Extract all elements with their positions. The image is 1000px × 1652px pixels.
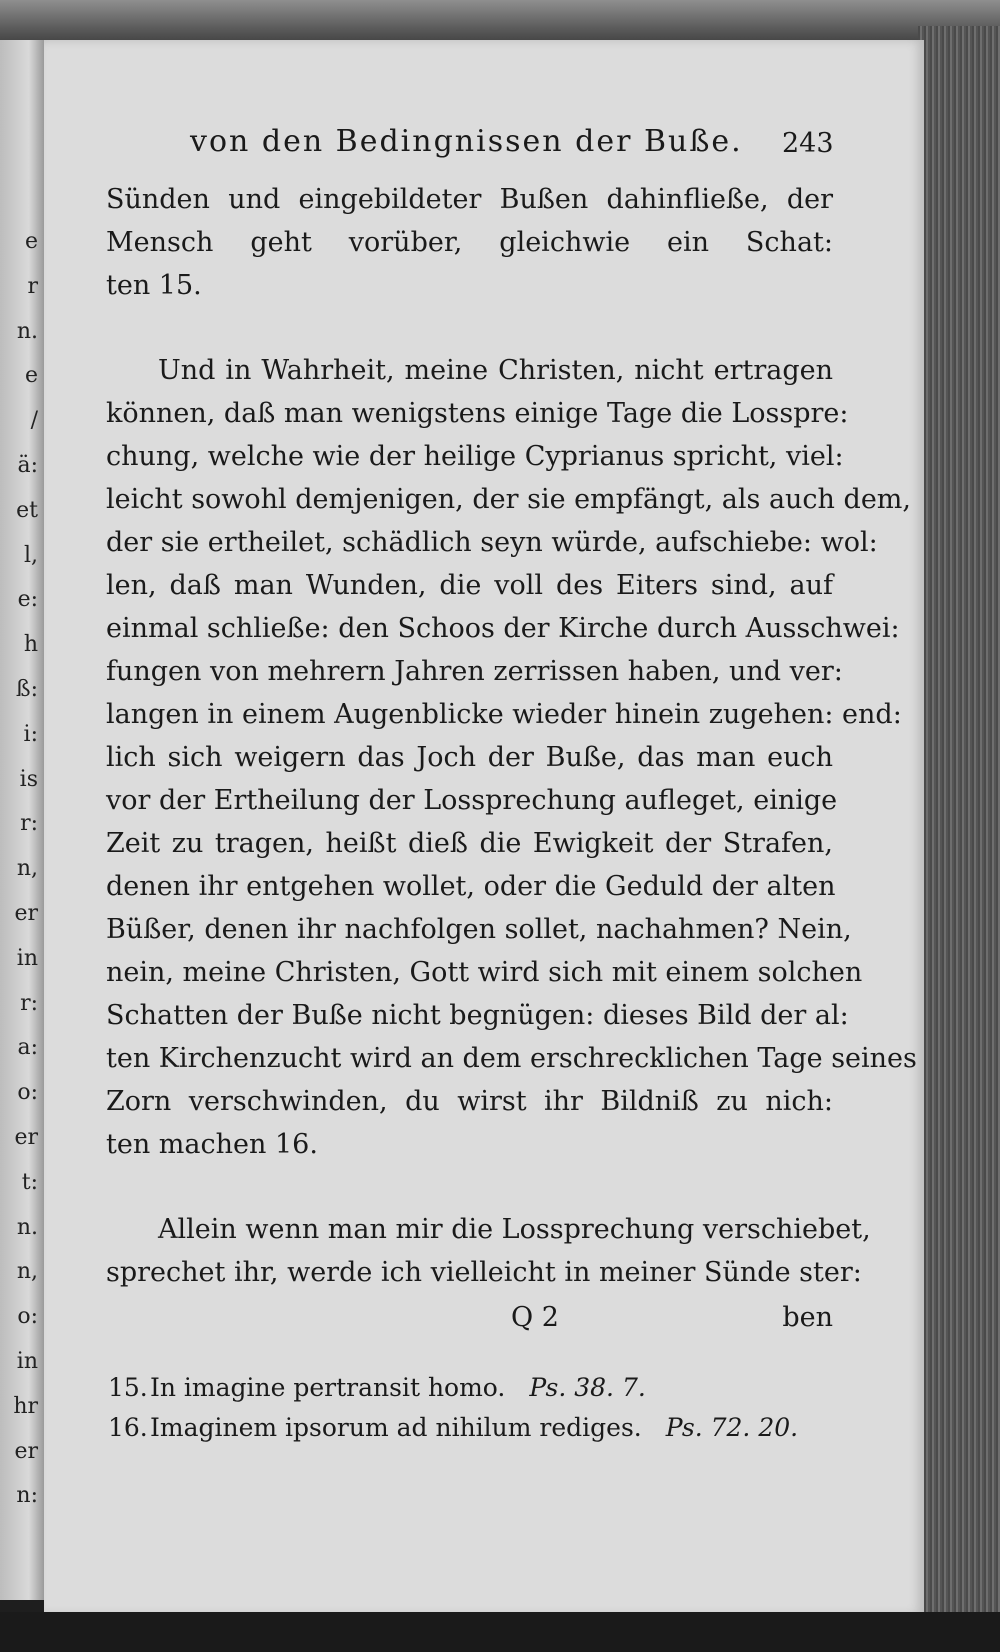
footnote xyxy=(108,1368,828,1408)
text-line: Sünden und eingebildeter Bußen dahinfließe, der xyxy=(106,184,833,215)
text-line: Zorn verschwinden, du wirst ihr Bildniß zu nich: xyxy=(106,1086,833,1117)
footnote-reference: Ps. 72. 20. xyxy=(665,1413,799,1442)
facing-page-fragment: n. xyxy=(16,1214,38,1240)
text-line: leicht sowohl demjenigen, der sie empfängt, als auch dem, xyxy=(106,484,911,515)
paragraph xyxy=(106,1208,871,1294)
facing-page-fragment: et xyxy=(16,497,38,523)
facing-page-fragment: is xyxy=(19,766,38,792)
facing-page-fragment: n, xyxy=(16,856,38,882)
text-line: Mensch geht vorüber, gleichwie ein Schat: xyxy=(106,227,833,258)
running-title: von den Bedingnissen der Buße. xyxy=(190,124,743,159)
facing-page-fragment: n: xyxy=(16,1483,38,1509)
text-line: ten 15. xyxy=(106,270,202,301)
footnote xyxy=(108,1408,828,1448)
text-line: lich sich weigern das Joch der Buße, das man euch xyxy=(106,742,833,773)
text-line: Allein wenn man mir die Lossprechung verschiebet, xyxy=(158,1214,871,1245)
facing-page-fragment: ä: xyxy=(17,452,38,478)
text-line: denen ihr entgehen wollet, oder die Geduld der alten xyxy=(106,871,836,902)
facing-page-fragment: h xyxy=(23,632,38,658)
signature-mark: Q 2 xyxy=(511,1302,559,1333)
facing-page-edge xyxy=(0,40,48,1600)
text-line: len, daß man Wunden, die voll des Eiters sind, auf xyxy=(106,570,833,601)
text-line: Büßer, denen ihr nachfolgen sollet, nachahmen? Nein, xyxy=(106,914,852,945)
facing-page-fragment: er xyxy=(14,1124,38,1150)
facing-page-fragment: o: xyxy=(17,1304,38,1330)
text-line: fungen von mehrern Jahren zerrissen haben, und ver: xyxy=(106,656,843,687)
facing-page-fragment: o: xyxy=(17,1080,38,1106)
paragraph xyxy=(106,178,833,307)
facing-page-fragment: r xyxy=(27,273,38,299)
facing-page-fragment: ß: xyxy=(15,676,38,702)
text-line: der sie ertheilet, schädlich seyn würde, aufschiebe: wol: xyxy=(106,527,878,558)
paragraph-gap xyxy=(106,307,833,349)
page-number: 243 xyxy=(782,128,834,159)
text-line: chung, welche wie der heilige Cyprianus spricht, viel: xyxy=(106,441,844,472)
text-line: nein, meine Christen, Gott wird sich mit einem solchen xyxy=(106,957,863,988)
facing-page-fragment: er xyxy=(14,900,38,926)
facing-page-fragment: r: xyxy=(20,990,38,1016)
footnote-text: In imagine pertransit homo. xyxy=(150,1373,506,1402)
paragraph-gap xyxy=(106,1166,833,1208)
footnote-reference: Ps. 38. 7. xyxy=(529,1373,646,1402)
text-line: einmal schließe: den Schoos der Kirche durch Ausschwei: xyxy=(106,613,900,644)
facing-page-fragment: l, xyxy=(23,542,38,568)
facing-page-fragment: in xyxy=(16,1348,38,1374)
text-line: vor der Ertheilung der Lossprechung aufleget, einige xyxy=(106,785,838,816)
text-line: Schatten der Buße nicht begnügen: dieses Bild der al: xyxy=(106,1000,849,1031)
catchline xyxy=(106,1302,833,1342)
text-line: langen in einem Augenblicke wieder hinein zugehen: end: xyxy=(106,699,902,730)
facing-page-fragment: / xyxy=(30,408,38,434)
facing-page-text-fragments xyxy=(0,220,46,1519)
facing-page-fragment: hr xyxy=(13,1393,38,1419)
facing-page-fragment: in xyxy=(16,945,38,971)
footnotes xyxy=(108,1368,828,1448)
facing-page-fragment: e xyxy=(24,229,38,254)
scan-bottom-edge xyxy=(0,1612,1000,1652)
text-line: Und in Wahrheit, meine Christen, nicht ertragen xyxy=(158,355,833,386)
footnote-text: Imaginem ipsorum ad nihilum rediges. xyxy=(150,1413,642,1442)
facing-page-fragment: r: xyxy=(20,811,38,837)
facing-page-fragment: e xyxy=(24,363,38,389)
text-line: ten machen 16. xyxy=(106,1129,318,1160)
text-line: Zeit zu tragen, heißt dieß die Ewigkeit der Strafen, xyxy=(106,828,833,859)
text-line: können, daß man wenigstens einige Tage die Lossprе: xyxy=(106,398,849,429)
page-stack-edge xyxy=(918,26,1000,1626)
facing-page-fragment: er xyxy=(14,1438,38,1464)
facing-page-fragment: i: xyxy=(23,721,38,747)
facing-page-fragment: n. xyxy=(16,318,38,344)
footnote-number: 16. xyxy=(108,1413,148,1442)
facing-page-fragment: n, xyxy=(16,1259,38,1285)
footnote-number: 15. xyxy=(108,1373,148,1402)
facing-page-fragment: t: xyxy=(21,1169,38,1195)
text-line: ten Kirchenzucht wird an dem erschrecklichen Tage seines xyxy=(106,1043,917,1074)
facing-page-fragment: a: xyxy=(17,1035,38,1061)
text-line: sprechet ihr, werde ich vielleicht in meiner Sünde ster: xyxy=(106,1257,862,1288)
catchword: ben xyxy=(782,1302,833,1333)
body-text xyxy=(106,178,917,1294)
paragraph xyxy=(106,349,917,1166)
facing-page-fragment: e: xyxy=(17,587,38,613)
